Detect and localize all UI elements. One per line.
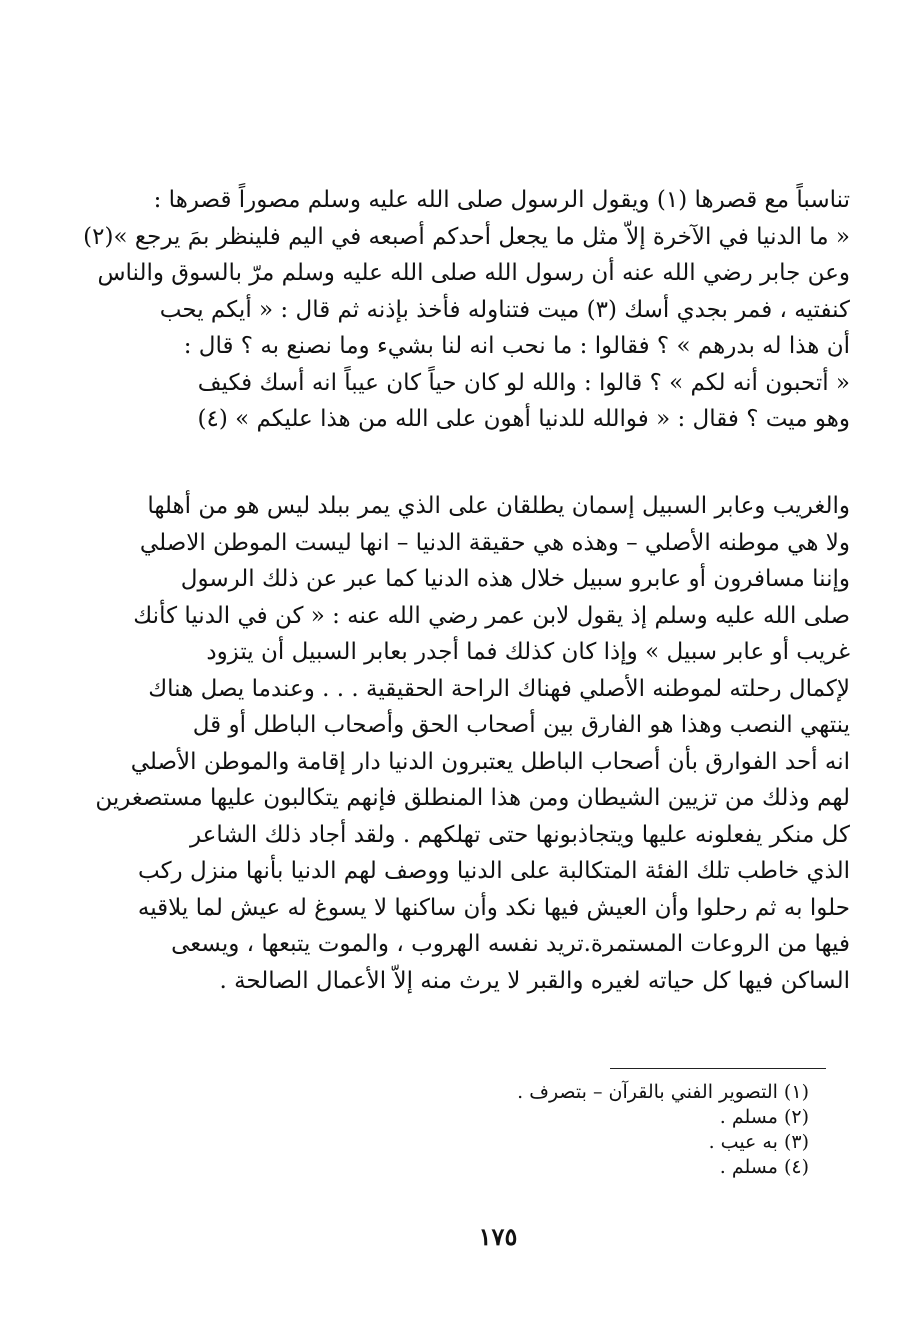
- text-line: انه أحد الفوارق بأن أصحاب الباطل يعتبرون الدنيا دار إقامة والموطن الأصلي: [130, 748, 850, 775]
- footnote-divider: [610, 1068, 826, 1069]
- text-line: وهو ميت ؟ فقال : « فوالله للدنيا أهون على الله من هذا عليكم » (٤): [197, 406, 850, 432]
- text-line: تناسباً مع قصرها (١) ويقول الرسول صلى الله عليه وسلم مصوراً قصرها :: [153, 187, 850, 213]
- text-line: « ما الدنيا في الآخرة إلاّ مثل ما يجعل أحدكم أصبعه في اليم فلينظر بمَ يرجع »(٢): [83, 223, 850, 250]
- page-number: ١٧٥: [478, 1222, 518, 1251]
- footnote-3: (٣) به عيب .: [708, 1131, 809, 1153]
- text-line: ولا هي موطنه الأصلي – وهذه هي حقيقة الدنيا – انها ليست الموطن الاصلي: [139, 529, 850, 556]
- text-line: « أتحبون أنه لكم » ؟ قالوا : والله لو كان حياً كان عيباً انه أسك فكيف: [197, 369, 850, 396]
- text-line: الساكن فيها كل حياته لغيره والقبر لا يرث منه إلاّ الأعمال الصالحة .: [219, 967, 850, 994]
- text-line: كل منكر يفعلونه عليها ويتجاذبونها حتى تهلكهم . ولقد أجاد ذلك الشاعر: [189, 821, 850, 848]
- footnote-4: (٤) مسلم .: [719, 1156, 809, 1178]
- footnote-1: (١) التصوير الفني بالقرآن – بتصرف .: [517, 1081, 809, 1103]
- text-line: وعن جابر رضي الله عنه أن رسول الله صلى الله عليه وسلم مرّ بالسوق والناس: [97, 260, 850, 286]
- paragraph-2: [95, 488, 850, 999]
- text-line: غريب أو عابر سبيل » وإذا كان كذلك فما أجدر بعابر السبيل أن يتزود: [206, 639, 850, 665]
- text-line: والغريب وعابر السبيل إسمان يطلقان على الذي يمر ببلد ليس هو من أهلها: [147, 493, 850, 519]
- footnote-2: (٢) مسلم .: [719, 1106, 809, 1128]
- text-line: وإننا مسافرون أو عابرو سبيل خلال هذه الدنيا كما عبر عن ذلك الرسول: [180, 566, 850, 592]
- text-line: كنفتيه ، فمر بجدي أسك (٣) ميت فتناوله فأخذ بإذنه ثم قال : « أيكم يحب: [159, 296, 850, 323]
- text-line: لهم وذلك من تزيين الشيطان ومن هذا المنطلق فإنهم يتكالبون عليها مستصغرين: [95, 785, 850, 811]
- paragraph-1: [83, 182, 850, 438]
- text-line: الذي خاطب تلك الفئة المتكالبة على الدنيا ووصف لهم الدنيا بأنها منزل ركب: [138, 858, 850, 884]
- text-line: أن هذا له بدرهم » ؟ فقالوا : ما نحب انه لنا بشيء وما نصنع به ؟ قال :: [183, 333, 850, 359]
- text-line: لإكمال رحلته لموطنه الأصلي فهناك الراحة الحقيقية . . . وعندما يصل هناك: [148, 675, 850, 702]
- text-line: ينتهي النصب وهذا هو الفارق بين أصحاب الحق وأصحاب الباطل أو قل: [192, 712, 850, 738]
- text-line: صلى الله عليه وسلم إذ يقول لابن عمر رضي الله عنه : « كن في الدنيا كأنك: [133, 602, 850, 629]
- text-line: فيها من الروعات المستمرة.تريد نفسه الهروب ، والموت يتبعها ، ويسعى: [171, 931, 850, 957]
- text-line: حلوا به ثم رحلوا وأن العيش فيها نكد وأن ساكنها لا يسوغ له عيش لما يلاقيه: [137, 894, 850, 921]
- footnotes: [389, 1080, 809, 1180]
